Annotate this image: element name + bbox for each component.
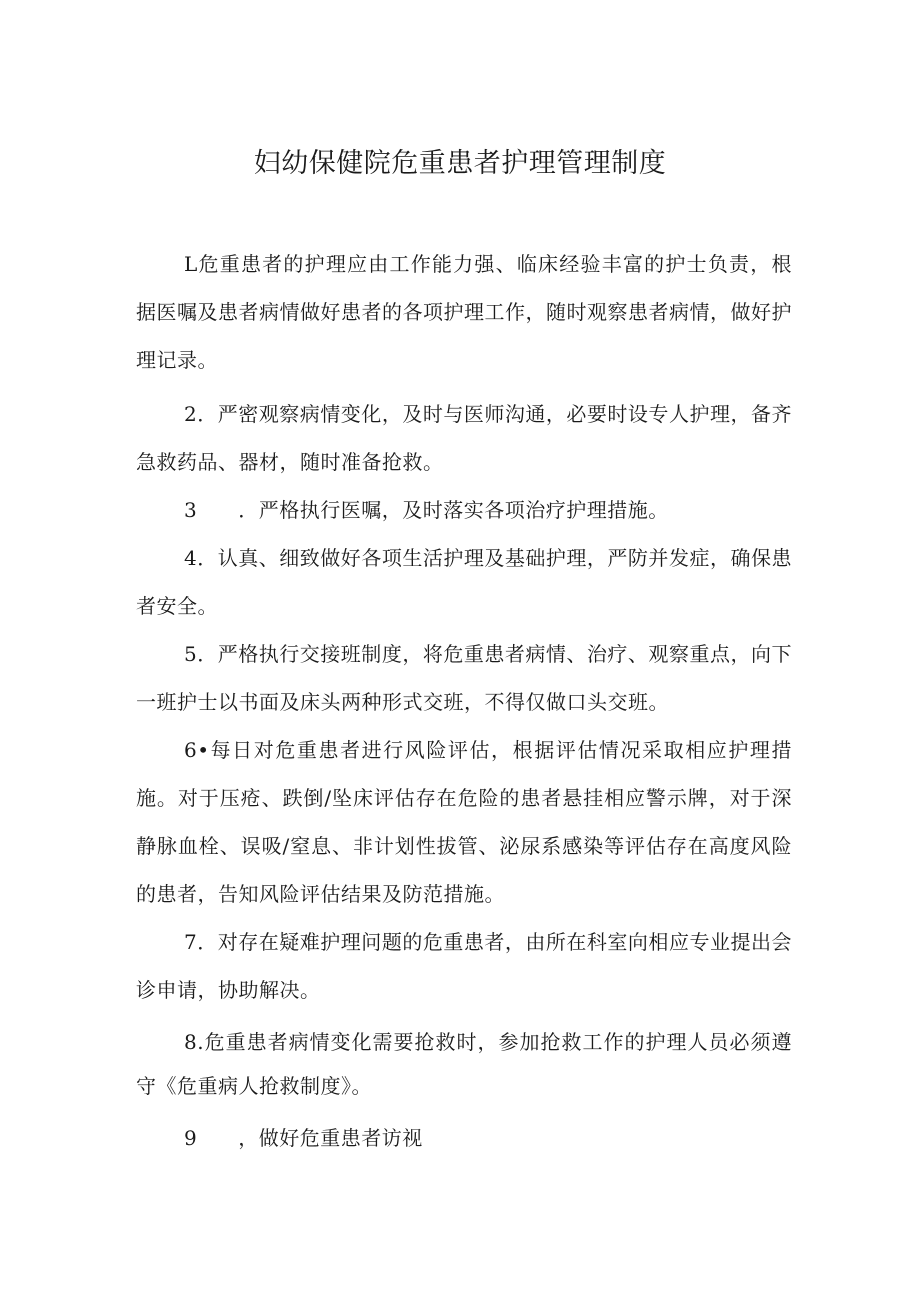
paragraph-9: 9 ，做好危重患者访视 [184, 1126, 423, 1150]
paragraph-1: L危重患者的护理应由工作能力强、临床经验丰富的护士负责，根据医嘱及患者病情做好患者的各项护理工作，随时观察患者病情，做好护理记录。 [136, 252, 792, 372]
paragraph-3: 3 ．严格执行医嘱，及时落实各项治疗护理措施。 [184, 498, 669, 522]
paragraph-4: 4．认真、细致做好各项生活护理及基础护理，严防并发症，确保患者安全。 [136, 546, 792, 618]
document-body [136, 240, 792, 1162]
paragraph-6: 6•每日对危重患者进行风险评估，根据评估情况采取相应护理措施。对于压疮、跌倒/坠床评估存在危险的患者悬挂相应警示牌，对于深静脉血栓、误吸/窒息、非计划性拔管、泌尿系感染等评估存在高度风险的患者，告知风险评估结果及防范措施。 [136, 738, 792, 906]
document-title: 妇幼保健院危重患者护理管理制度 [253, 148, 667, 179]
paragraph-7: 7．对存在疑难护理问题的危重患者，由所在科室向相应专业提出会诊申请，协助解决。 [136, 930, 792, 1002]
paragraph-2: 2．严密观察病情变化，及时与医师沟通，必要时设专人护理，备齐急救药品、器材，随时准备抢救。 [136, 402, 792, 474]
paragraph-5: 5．严格执行交接班制度，将危重患者病情、治疗、观察重点，向下一班护士以书面及床头两种形式交班，不得仅做口头交班。 [136, 642, 792, 714]
paragraph-8: 8.危重患者病情变化需要抢救时，参加抢救工作的护理人员必须遵守《危重病人抢救制度》。 [136, 1030, 792, 1098]
